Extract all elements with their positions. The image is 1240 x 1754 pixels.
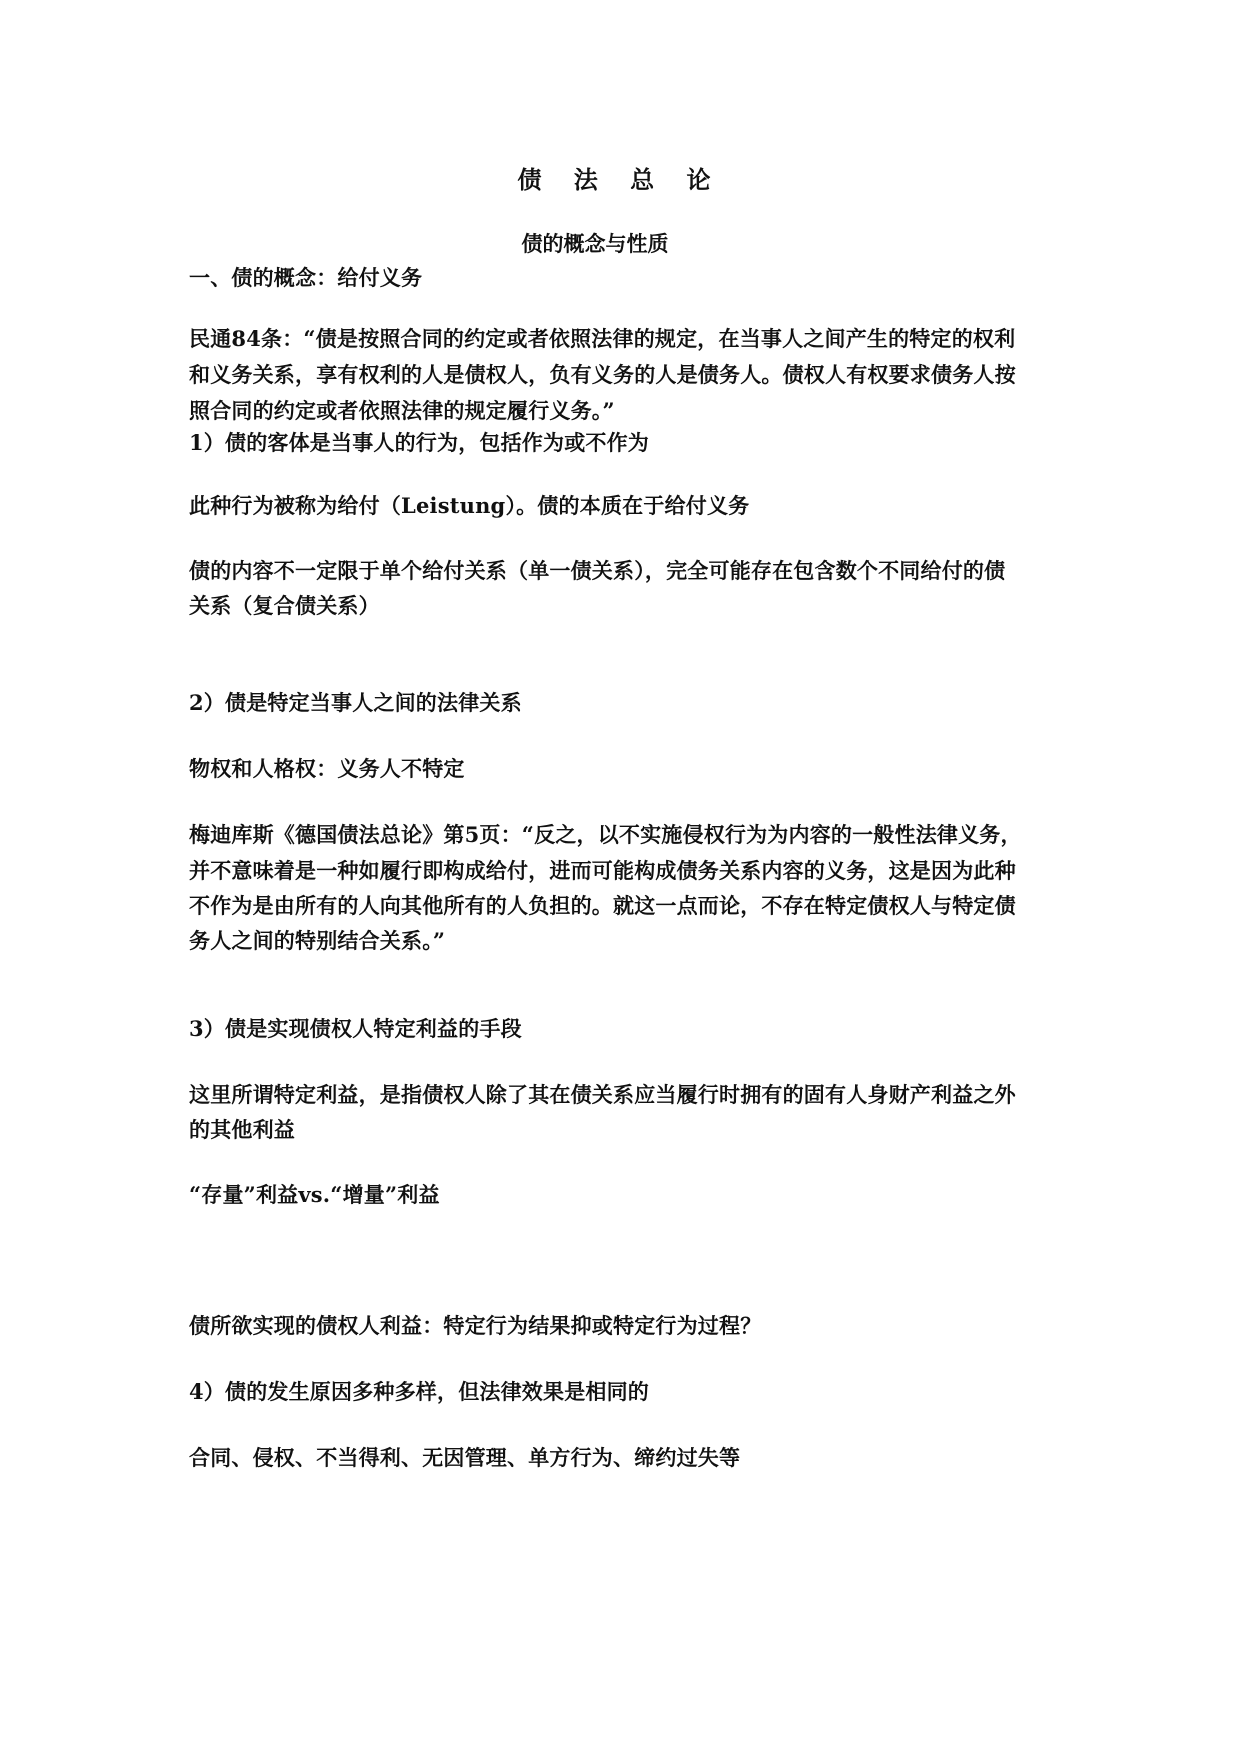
paragraph-line: “存量”利益vs.“增量”利益 — [189, 1182, 440, 1207]
paragraph-line: 照合同的约定或者依照法律的规定履行义务。” — [189, 398, 615, 423]
paragraph-line: 此种行为被称为给付（Leistung）。债的本质在于给付义务 — [189, 493, 750, 518]
paragraph-line: 和义务关系，享有权利的人是债权人，负有义务的人是债务人。债权人有权要求债务人按 — [189, 362, 1016, 387]
paragraph-line: 债所欲实现的债权人利益：特定行为结果抑或特定行为过程？ — [189, 1313, 762, 1338]
paragraph-line: 不作为是由所有的人向其他所有的人负担的。就这一点而论，不存在特定债权人与特定债 — [189, 893, 1016, 918]
point-heading-2: 2）债是特定当事人之间的法律关系 — [189, 690, 522, 715]
point-heading-3: 3）债是实现债权人特定利益的手段 — [189, 1016, 522, 1041]
paragraph-line: 务人之间的特别结合关系。” — [189, 928, 446, 953]
section-subtitle: 债的概念与性质 — [521, 231, 669, 256]
paragraph-line: 民通84条：“债是按照合同的约定或者依照法律的规定，在当事人之间产生的特定的权利 — [189, 326, 1016, 351]
paragraph-line: 的其他利益 — [189, 1117, 295, 1142]
document-title: 债 法 总 论 — [517, 165, 723, 194]
point-heading-1: 1）债的客体是当事人的行为，包括作为或不作为 — [189, 430, 650, 455]
paragraph-line: 债的内容不一定限于单个给付关系（单一债关系），完全可能存在包含数个不同给付的债 — [189, 558, 1006, 583]
paragraph-line: 合同、侵权、不当得利、无因管理、单方行为、缔约过失等 — [189, 1445, 741, 1470]
paragraph-line: 关系（复合债关系） — [189, 593, 380, 618]
paragraph-line: 并不意味着是一种如履行即构成给付，进而可能构成债务关系内容的义务，这是因为此种 — [189, 858, 1016, 883]
point-heading-4: 4）债的发生原因多种多样，但法律效果是相同的 — [189, 1379, 650, 1404]
heading-debt-concept: 一、债的概念：给付义务 — [189, 265, 423, 290]
paragraph-line: 梅迪库斯《德国债法总论》第5页：“反之，以不实施侵权行为为内容的一般性法律义务， — [189, 822, 1022, 847]
paragraph-line: 物权和人格权：义务人不特定 — [189, 756, 465, 781]
paragraph-line: 这里所谓特定利益，是指债权人除了其在债关系应当履行时拥有的固有人身财产利益之外 — [189, 1082, 1016, 1107]
